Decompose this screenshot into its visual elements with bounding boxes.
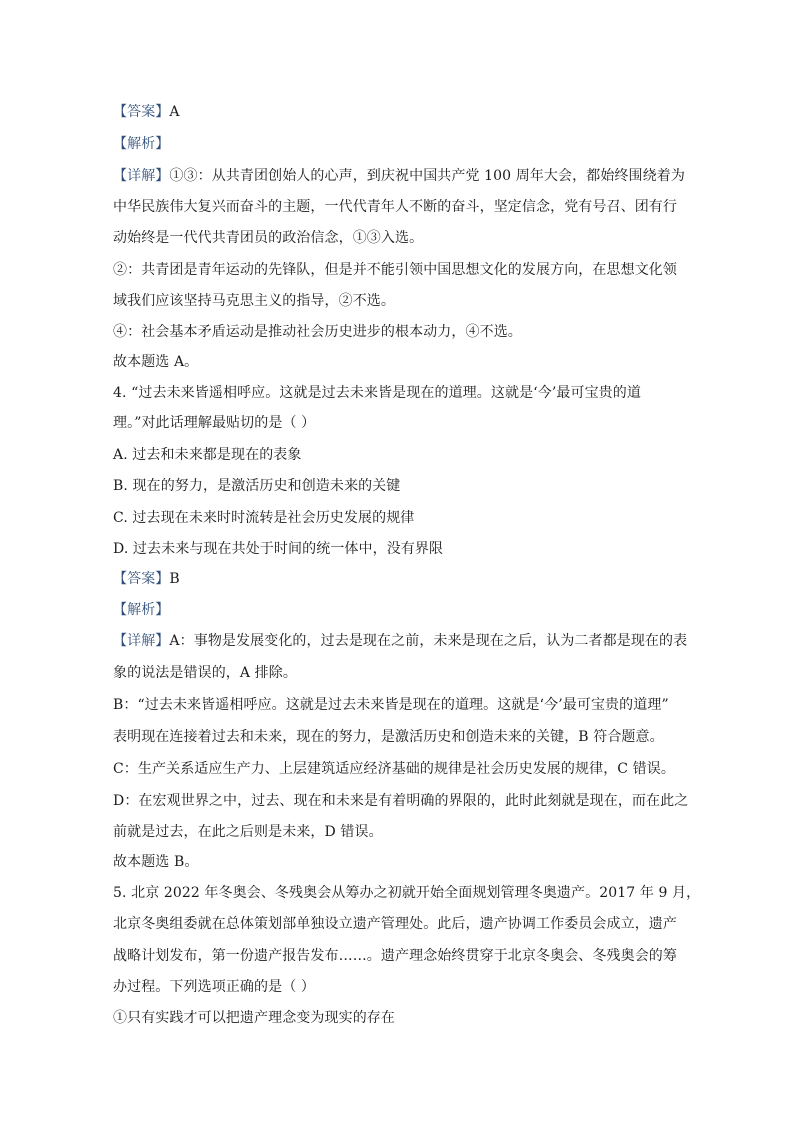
q4-detail-line-2: B：“过去未来皆遥相呼应。这就是过去未来皆是现在的道理。这就是‘今’最可宝贵的道理” [113, 697, 669, 713]
q3-detail-tag: 【详解】 [113, 168, 170, 184]
q4-analysis-tag: 【解析】 [113, 602, 170, 618]
q4-detail-text-0: A：事物是发展变化的，过去是现在之前，未来是现在之后，认为二者都是现在的表 [169, 633, 688, 649]
q4-option-c: C. 过去现在未来时时流转是社会历史发展的规律 [113, 510, 415, 526]
q4-conclusion: 故本题选 B。 [113, 854, 199, 870]
q3-analysis-tag-line [113, 134, 698, 154]
q4-answer-line [113, 569, 698, 589]
q4-option-b: B. 现在的努力，是激活历史和创造未来的关键 [113, 478, 401, 494]
q4-stem-line-0: 4. “过去未来皆遥相呼应。这就是过去未来皆是现在的道理。这就是‘今’最可宝贵的道 [113, 385, 641, 401]
q4-option-d: D. 过去未来与现在共处于时间的统一体中，没有界限 [113, 541, 444, 557]
q4-detail-line-6: 前就是过去，在此之后则是未来，D 错误。 [113, 824, 383, 840]
q3-detail-line-5: ④：社会基本矛盾运动是推动社会历史进步的根本动力，④不选。 [113, 324, 522, 340]
q3-detail-line-2: 动始终是一代代共青团员的政治信念，①③入选。 [113, 230, 424, 246]
q4-detail-line-5: D：在宏观世界之中，过去、现在和未来是有着明确的界限的，此时此刻就是现在，而在此之 [113, 793, 689, 809]
q3-answer-tag: 【答案】 [113, 104, 170, 120]
q3-detail-line-0 [113, 166, 698, 186]
q4-detail-line-4: C：生产关系适应生产力、上层建筑适应经济基础的规律是社会历史发展的规律，C 错误。 [113, 761, 675, 777]
q5-statement-1: ①只有实践才可以把遗产理念变为现实的存在 [113, 1010, 395, 1026]
q3-analysis-tag: 【解析】 [113, 136, 170, 152]
q4-detail-line-1: 象的说法是错误的，A 排除。 [113, 665, 297, 681]
q4-answer-tag: 【答案】 [113, 571, 170, 587]
q4-answer-value: B [169, 571, 180, 587]
q3-detail-line-3: ②：共青团是青年运动的先锋队，但是并不能引领中国思想文化的发展方向，在思想文化领 [113, 262, 677, 278]
q5-stem-line-3: 办过程。下列选项正确的是（ ） [113, 979, 315, 995]
q4-analysis-tag-line [113, 600, 698, 620]
q4-detail-line-3: 表明现在连接着过去和未来，现在的努力，是激活历史和创造未来的关键，B 符合题意。 [113, 729, 664, 745]
q4-detail-tag: 【详解】 [113, 633, 170, 649]
q3-conclusion: 故本题选 A。 [113, 354, 199, 370]
q3-answer-value: A [169, 104, 180, 120]
q5-stem-line-2: 战略计划发布，第一份遗产报告发布……。遗产理念始终贯穿于北京冬奥会、冬残奥会的筹 [113, 948, 677, 964]
q4-stem-line-1: 理。”对此话理解最贴切的是（ ） [113, 415, 316, 431]
q4-option-a: A. 过去和未来都是现在的表象 [113, 447, 302, 463]
q4-detail-line-0 [113, 631, 698, 651]
q3-detail-line-1: 中华民族伟大复兴而奋斗的主题，一代代青年人不断的奋斗，坚定信念，党有号召、团有行 [113, 199, 677, 215]
q3-answer-line [113, 102, 698, 122]
q3-detail-line-4: 域我们应该坚持马克思主义的指导，②不选。 [113, 293, 395, 309]
q5-stem-line-0: 5. 北京 2022 年冬奥会、冬残奥会从筹办之初就开始全面规划管理冬奥遗产。2017 年 9 月， [113, 885, 701, 901]
q5-stem-line-1: 北京冬奥组委就在总体策划部单独设立遗产管理处。此后，遗产协调工作委员会成立，遗产 [113, 916, 677, 932]
q3-detail-text-0: ①③：从共青团创始人的心声，到庆祝中国共产党 100 周年大会，都始终围绕着为 [169, 168, 685, 184]
